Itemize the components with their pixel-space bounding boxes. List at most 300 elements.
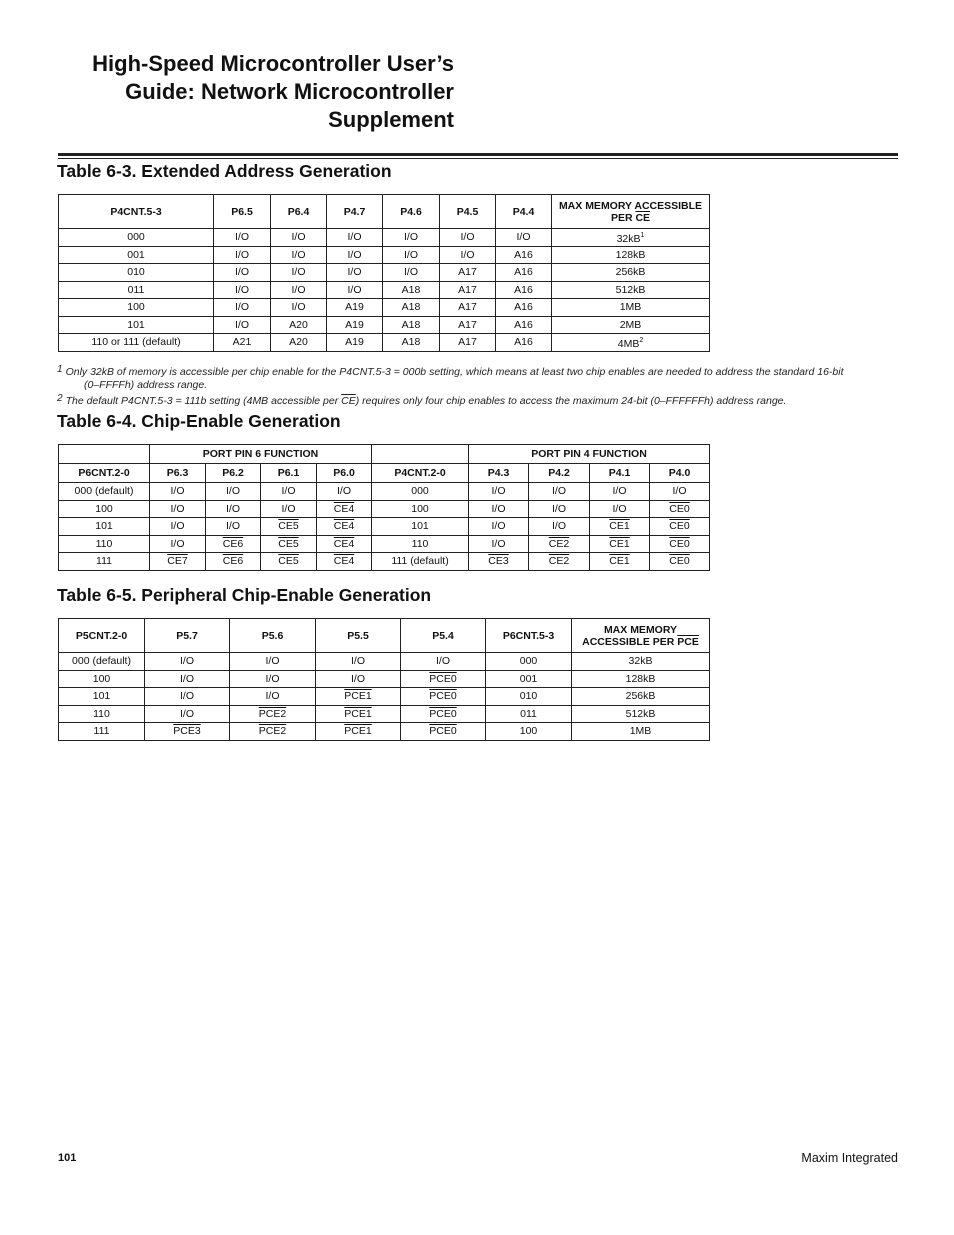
table-cell — [206, 535, 261, 553]
table-cell — [372, 553, 469, 571]
table-cell — [440, 246, 496, 264]
cell-value: I/O — [234, 231, 249, 244]
cell-value: CE4 — [333, 502, 355, 515]
title-line-3: Supplement — [328, 107, 454, 132]
cell-value: 100 — [127, 301, 145, 314]
table-row — [59, 500, 710, 518]
cell-value: A18 — [401, 283, 421, 296]
table-cell — [383, 334, 440, 352]
table-cell — [650, 535, 710, 553]
table-cell — [572, 723, 710, 741]
col-header: P4.2 — [529, 464, 590, 483]
cell-value: I/O — [491, 485, 506, 498]
table-cell — [271, 281, 327, 299]
table-cell — [59, 653, 145, 671]
cell-value: I/O — [265, 672, 280, 685]
cell-value: I/O — [234, 248, 249, 261]
table-row — [59, 553, 710, 571]
table-cell — [552, 334, 710, 352]
table-cell — [590, 518, 650, 536]
table-cell — [590, 483, 650, 501]
col-header: P6.2 — [206, 464, 261, 483]
cell-value: I/O — [179, 672, 194, 685]
cell-value: I/O — [291, 283, 306, 296]
cell-value: I/O — [234, 301, 249, 314]
table-row — [59, 518, 710, 536]
table-cell — [486, 723, 572, 741]
table-cell — [650, 553, 710, 571]
table-6-5-title: Table 6-5. Peripheral Chip-Enable Generation — [57, 585, 432, 605]
col-header: P6CNT.5-3 — [486, 619, 572, 653]
table-cell — [529, 518, 590, 536]
max-memory-header-pre: ACCESSIBLE PER — [582, 635, 678, 648]
cell-value: CE2 — [548, 555, 570, 568]
cell-value: 4MB — [617, 337, 640, 350]
table-cell — [529, 535, 590, 553]
table-cell — [230, 688, 316, 706]
table-cell — [650, 518, 710, 536]
table-cell — [590, 500, 650, 518]
title-line-1: High-Speed Microcontroller User’s — [92, 51, 454, 76]
cell-value: I/O — [265, 655, 280, 668]
cell-value: I/O — [234, 318, 249, 331]
table-cell — [145, 653, 230, 671]
cell-value: I/O — [170, 520, 185, 533]
cell-value: A19 — [345, 336, 364, 349]
cell-value: 010 — [127, 266, 145, 279]
table-cell — [496, 316, 552, 334]
table-cell — [440, 316, 496, 334]
cell-value: I/O — [179, 655, 194, 668]
table-cell — [59, 281, 214, 299]
port-pin-4-header: PORT PIN 4 FUNCTION — [469, 445, 710, 464]
table-cell — [271, 334, 327, 352]
table-cell — [372, 535, 469, 553]
table-cell — [590, 535, 650, 553]
cell-value: CE1 — [609, 537, 630, 550]
cell-value: A17 — [458, 266, 477, 279]
cell-value: I/O — [234, 283, 249, 296]
cell-value: 32kB — [616, 232, 641, 245]
cell-value: I/O — [460, 248, 475, 261]
cell-value: I/O — [612, 502, 627, 515]
table-cell — [469, 535, 529, 553]
cell-value: CE5 — [278, 537, 299, 550]
table-cell — [383, 246, 440, 264]
footnote-2-text-post: ) requires only four chip enables to access the maximum 24-bit (0–FFFFFFh) address range. — [355, 395, 787, 407]
footnote-1-mark: 1 — [57, 364, 63, 375]
cell-value: 010 — [519, 690, 538, 703]
table-cell — [230, 653, 316, 671]
cell-value: I/O — [225, 485, 240, 498]
cell-value: CE1 — [609, 555, 630, 568]
blank-header — [59, 445, 150, 464]
table-cell — [317, 553, 372, 571]
cell-value: A16 — [514, 318, 533, 331]
col-header: P6.1 — [261, 464, 317, 483]
table-6-4-group-row — [59, 445, 710, 464]
table-cell — [552, 299, 710, 317]
footnote-ref: 2 — [639, 336, 644, 344]
table-cell — [214, 281, 271, 299]
table-cell — [150, 553, 206, 571]
cell-value: A16 — [514, 301, 533, 314]
cell-value: CE0 — [669, 537, 690, 550]
footnote-ref: 1 — [640, 231, 645, 239]
table-cell — [572, 653, 710, 671]
table-cell — [271, 299, 327, 317]
table-cell — [230, 705, 316, 723]
table-cell — [572, 688, 710, 706]
cell-value: 256kB — [615, 266, 646, 279]
table-cell — [440, 264, 496, 282]
cell-value: A18 — [401, 318, 421, 331]
cell-value: A20 — [289, 318, 308, 331]
table-cell — [401, 705, 486, 723]
table-row — [59, 246, 710, 264]
table-cell — [214, 299, 271, 317]
col-header: P4.4 — [496, 195, 552, 229]
table-cell — [261, 518, 317, 536]
table-cell — [529, 553, 590, 571]
col-header: P4.0 — [650, 464, 710, 483]
table-cell — [316, 670, 401, 688]
cell-value: CE5 — [278, 555, 299, 568]
table-cell — [214, 334, 271, 352]
header-rule-thin — [58, 158, 898, 159]
col-header: P5.5 — [316, 619, 401, 653]
table-cell — [271, 246, 327, 264]
chip-enable-table — [58, 444, 710, 571]
table-cell — [59, 483, 150, 501]
table-cell — [59, 316, 214, 334]
cell-value: I/O — [291, 266, 306, 279]
cell-value: I/O — [403, 248, 418, 261]
table-cell — [552, 264, 710, 282]
cell-value: I/O — [170, 502, 185, 515]
table-cell — [271, 264, 327, 282]
col-header: P4.6 — [383, 195, 440, 229]
table-6-3-title: Table 6-3. Extended Address Generation — [57, 161, 392, 181]
table-row — [59, 281, 710, 299]
cell-value: 000 — [519, 655, 538, 668]
table-cell — [486, 653, 572, 671]
cell-value: A17 — [458, 301, 477, 314]
cell-value: A16 — [514, 336, 533, 349]
cell-value: I/O — [179, 690, 194, 703]
max-memory-header — [572, 619, 710, 653]
max-memory-header — [552, 195, 710, 229]
cell-value: 2MB — [619, 318, 642, 331]
cell-value: PCE1 — [344, 707, 372, 720]
table-row — [59, 688, 710, 706]
col-header: P4CNT.2-0 — [372, 464, 469, 483]
table-cell — [214, 316, 271, 334]
cell-value: 110 — [95, 537, 113, 550]
table-cell — [317, 535, 372, 553]
table-cell — [401, 670, 486, 688]
cell-value: A16 — [514, 283, 533, 296]
page-number: 101 — [58, 1152, 77, 1164]
table-cell — [214, 229, 271, 247]
cell-value: 001 — [127, 248, 145, 261]
table-cell — [401, 653, 486, 671]
footnote-2-mark: 2 — [57, 393, 63, 404]
table-cell — [59, 535, 150, 553]
table-cell — [206, 500, 261, 518]
cell-value: CE2 — [548, 537, 570, 550]
table-cell — [145, 688, 230, 706]
col-header: P4.3 — [469, 464, 529, 483]
cell-value: I/O — [612, 485, 627, 498]
table-cell — [327, 334, 383, 352]
table-cell — [206, 483, 261, 501]
table-cell — [486, 688, 572, 706]
table-cell — [327, 281, 383, 299]
table-cell — [552, 281, 710, 299]
table-cell — [496, 299, 552, 317]
cell-value: A17 — [458, 336, 477, 349]
publisher-name: Maxim Integrated — [801, 1151, 898, 1165]
cell-value: A16 — [514, 248, 533, 261]
table-cell — [214, 246, 271, 264]
cell-value: 256kB — [625, 690, 656, 703]
table-row — [59, 316, 710, 334]
table-cell — [59, 670, 145, 688]
table-cell — [327, 264, 383, 282]
cell-value: A17 — [458, 318, 477, 331]
cell-value: PCE1 — [344, 725, 372, 738]
cell-value: 001 — [519, 672, 538, 685]
table-cell — [496, 281, 552, 299]
table-cell — [59, 264, 214, 282]
header-rule-thick — [58, 153, 898, 156]
cell-value: I/O — [281, 485, 296, 498]
table-cell — [150, 518, 206, 536]
max-memory-header-pre: PER — [610, 211, 636, 224]
col-header: P4.5 — [440, 195, 496, 229]
cell-value: CE6 — [222, 537, 244, 550]
cell-value: 100 — [92, 672, 111, 685]
cell-value: 110 or 111 (default) — [91, 336, 181, 349]
cell-value: I/O — [350, 672, 365, 685]
table-cell — [401, 688, 486, 706]
cell-value: 128kB — [625, 672, 656, 685]
cell-value: I/O — [337, 485, 352, 498]
cell-value: PCE0 — [429, 690, 457, 703]
table-row — [59, 535, 710, 553]
extended-address-table — [58, 194, 710, 352]
table-6-5-header-row — [59, 619, 710, 653]
max-memory-header-line1: MAX MEMORY ACCESSIBLE — [558, 199, 703, 212]
cell-value: I/O — [491, 502, 506, 515]
table-cell — [214, 264, 271, 282]
table-cell — [372, 483, 469, 501]
cell-value: I/O — [552, 485, 567, 498]
table-cell — [440, 281, 496, 299]
cell-value: 011 — [127, 283, 145, 296]
max-memory-header-line1: MAX MEMORY — [603, 623, 678, 636]
table-cell — [552, 246, 710, 264]
table-cell — [383, 316, 440, 334]
table-cell — [59, 688, 145, 706]
cell-value: 111 (default) — [391, 555, 449, 568]
table-cell — [440, 299, 496, 317]
table-cell — [150, 535, 206, 553]
cell-value: A19 — [345, 301, 364, 314]
cell-value: PCE0 — [429, 672, 457, 685]
cell-value: 110 — [93, 707, 110, 720]
table-row — [59, 299, 710, 317]
col-header: P4.7 — [327, 195, 383, 229]
col-header: P5.7 — [145, 619, 230, 653]
table-cell — [372, 518, 469, 536]
col-header: P6.4 — [271, 195, 327, 229]
cell-value: I/O — [291, 301, 306, 314]
table-cell — [529, 500, 590, 518]
cell-value: I/O — [403, 231, 418, 244]
table-cell — [383, 299, 440, 317]
table-cell — [496, 246, 552, 264]
table-cell — [486, 670, 572, 688]
cell-value: CE5 — [278, 520, 299, 533]
cell-value: A17 — [458, 283, 477, 296]
table-cell — [572, 670, 710, 688]
footnote-1-text-cont: (0–FFFFh) address range. — [84, 379, 208, 391]
table-cell — [650, 500, 710, 518]
footnote-1-text: Only 32kB of memory is accessible per chip enable for the P4CNT.5-3 = 000b setting, which means at least two chip enables are needed to address the standard 16-bit — [65, 366, 844, 378]
table-cell — [327, 316, 383, 334]
col-header: P4.1 — [590, 464, 650, 483]
cell-value: 32kB — [628, 655, 653, 668]
peripheral-chip-enable-table — [58, 618, 710, 741]
table-cell — [572, 705, 710, 723]
table-cell — [145, 723, 230, 741]
table-cell — [383, 281, 440, 299]
cell-value: 100 — [519, 725, 538, 738]
table-cell — [145, 705, 230, 723]
table-cell — [496, 229, 552, 247]
table-cell — [261, 483, 317, 501]
table-6-4-header-row — [59, 464, 710, 483]
cell-value: I/O — [347, 283, 362, 296]
table-row — [59, 705, 710, 723]
table-row — [59, 334, 710, 352]
table-cell — [317, 483, 372, 501]
cell-value: 100 — [411, 502, 429, 515]
footnote-2-text-pre: The default P4CNT.5-3 = 111b setting (4MB accessible per — [65, 395, 342, 407]
cell-value: I/O — [460, 231, 475, 244]
col-header: P6CNT.2-0 — [59, 464, 150, 483]
cell-value: I/O — [291, 231, 306, 244]
cell-value: CE4 — [333, 555, 355, 568]
cell-value: 101 — [127, 318, 145, 331]
table-cell — [496, 334, 552, 352]
table-cell — [590, 553, 650, 571]
table-cell — [469, 500, 529, 518]
col-header: P5.6 — [230, 619, 316, 653]
table-cell — [206, 553, 261, 571]
col-header: P5CNT.2-0 — [59, 619, 145, 653]
cell-value: I/O — [516, 231, 531, 244]
table-cell — [271, 316, 327, 334]
table-cell — [383, 229, 440, 247]
title-line-2: Guide: Network Microcontroller — [125, 79, 454, 104]
table-cell — [552, 229, 710, 247]
table-row — [59, 264, 710, 282]
cell-value: PCE0 — [429, 725, 457, 738]
cell-value: 111 — [93, 725, 110, 738]
table-cell — [145, 670, 230, 688]
cell-value: 1MB — [619, 301, 642, 314]
table-cell — [59, 518, 150, 536]
table-cell — [383, 264, 440, 282]
cell-value: A21 — [232, 336, 252, 349]
table-cell — [206, 518, 261, 536]
cell-value: CE0 — [669, 502, 690, 515]
table-row — [59, 723, 710, 741]
blank-header — [372, 445, 469, 464]
table-6-3-header-row — [59, 195, 710, 229]
table-cell — [496, 264, 552, 282]
cell-value: I/O — [552, 520, 567, 533]
cell-value: 000 (default) — [74, 485, 134, 498]
cell-value: I/O — [265, 690, 280, 703]
table-row — [59, 653, 710, 671]
table-cell — [59, 229, 214, 247]
table-cell — [316, 723, 401, 741]
table-cell — [469, 483, 529, 501]
cell-value: 512kB — [625, 707, 656, 720]
table-cell — [59, 299, 214, 317]
cell-value: 101 — [95, 520, 113, 533]
table-cell — [59, 553, 150, 571]
port-pin-6-header: PORT PIN 6 FUNCTION — [150, 445, 372, 464]
table-row — [59, 483, 710, 501]
table-cell — [59, 705, 145, 723]
table-cell — [59, 723, 145, 741]
cell-value: I/O — [281, 502, 296, 515]
cell-value: I/O — [225, 520, 240, 533]
table-cell — [150, 500, 206, 518]
table-cell — [327, 246, 383, 264]
cell-value: 000 — [127, 231, 145, 244]
table-cell — [230, 723, 316, 741]
table-cell — [401, 723, 486, 741]
table-cell — [317, 518, 372, 536]
cell-value: PCE0 — [429, 707, 457, 720]
table-cell — [261, 500, 317, 518]
cell-value: I/O — [672, 485, 687, 498]
table-cell — [650, 483, 710, 501]
cell-value: 512kB — [615, 283, 646, 296]
cell-value: A19 — [345, 318, 364, 331]
cell-value: 000 (default) — [72, 655, 131, 668]
table-cell — [59, 334, 214, 352]
table-cell — [261, 535, 317, 553]
table-cell — [529, 483, 590, 501]
table-cell — [230, 670, 316, 688]
max-memory-header-ce: $\overline{CE}$ — [635, 211, 651, 224]
col-header: P6.0 — [317, 464, 372, 483]
cell-value: I/O — [225, 502, 240, 515]
cell-value: 101 — [92, 690, 111, 703]
table-cell — [261, 553, 317, 571]
table-cell — [440, 229, 496, 247]
max-memory-header-pce: $\overline{PCE}$ — [677, 635, 699, 648]
cell-value: I/O — [347, 231, 362, 244]
cell-value: CE1 — [609, 520, 630, 533]
